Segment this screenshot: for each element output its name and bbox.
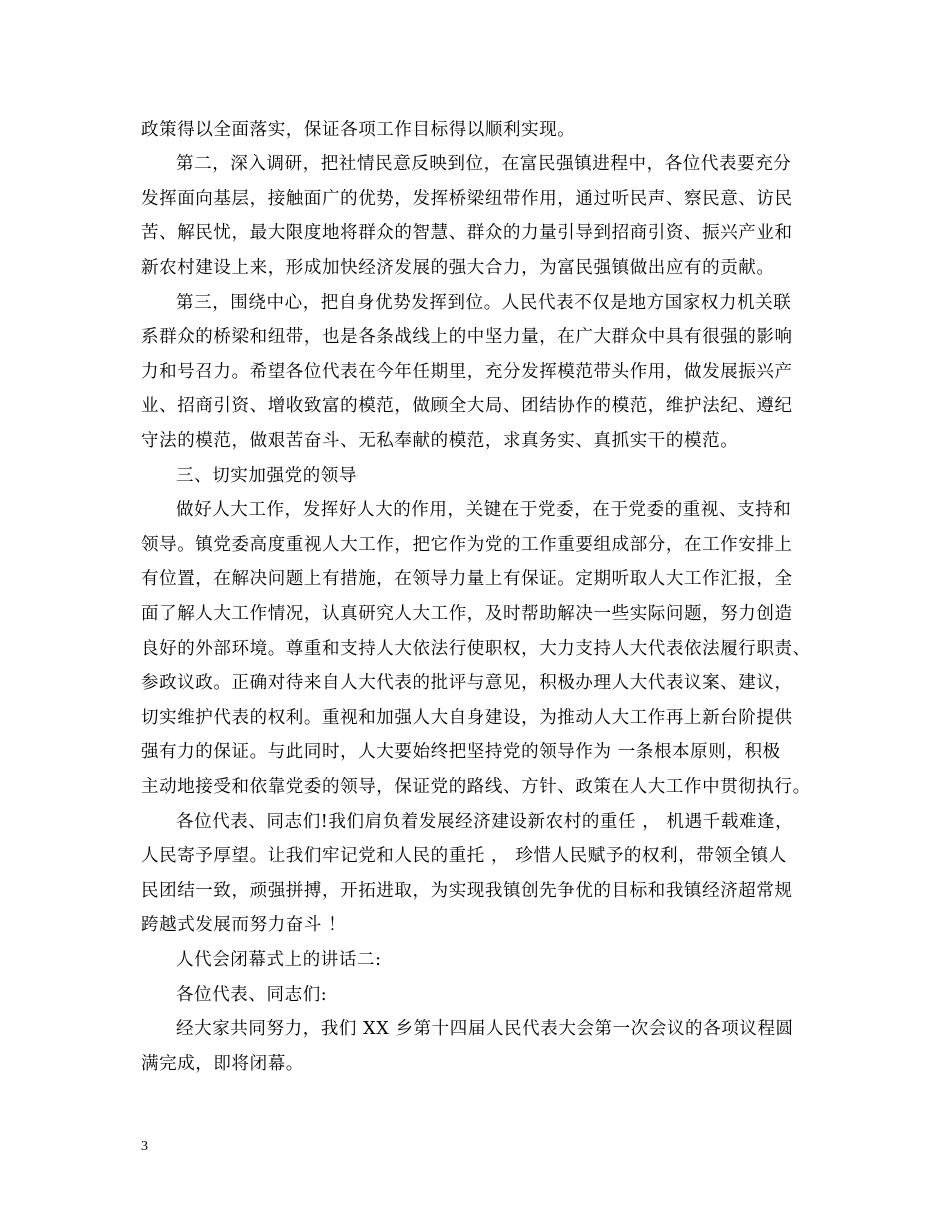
text-line-12: 做好人大工作，发挥好人大的作用，关键在于党委，在于党委的重视、支持和 <box>176 500 792 520</box>
text-line-3: 发挥面向基层，接触面广的优势，发挥桥梁纽带作用，通过听民声、察民意、访民 <box>141 189 793 209</box>
salutation: 各位代表、同志们: <box>176 985 328 1005</box>
text-line-16: 良好的外部环境。尊重和支持人大依法行使职权，大力支持人大代表依法履行职责、 <box>141 639 811 659</box>
text-line-22: 人民寄予厚望。让我们牢记党和人民的重托 ， 珍惜人民赋予的权利，带领全镇人 <box>141 846 787 866</box>
text-line-13: 领导。镇党委高度重视人大工作，把它作为党的工作重要组成部分，在工作安排上 <box>141 535 793 555</box>
text-line-8: 力和号召力。希望各位代表在今年任期里，充分发挥模范带头作用，做发展振兴产 <box>141 362 793 382</box>
text-line-14: 有位置，在解决问题上有措施，在领导力量上有保证。定期听取人大工作汇报，全 <box>141 569 793 589</box>
text-line-19: 强有力的保证。与此同时，人大要始终把坚持党的领导作为 一条根本原则，积极 <box>141 742 781 762</box>
text-line-20: 主动地接受和依靠党委的领导，保证党的路线、方针、政策在人大工作中贯彻执行。 <box>141 777 811 797</box>
text-line-18: 切实维护代表的权利。重视和加强人大自身建设，为推动人大工作再上新台阶提供 <box>141 708 793 728</box>
text-line-27: 经大家共同努力，我们 XX 乡第十四届人民代表大会第一次会议的各项议程圆 <box>176 1019 794 1039</box>
text-line-28: 满完成，即将闭幕。 <box>141 1054 304 1074</box>
text-line-6: 第三，围绕中心，把自身优势发挥到位。人民代表不仅是地方国家权力机关联 <box>176 293 792 313</box>
text-line-2: 第二，深入调研，把社情民意反映到位，在富民强镇进程中，各位代表要充分 <box>176 154 792 174</box>
text-line-10: 守法的模范，做艰苦奋斗、无私奉献的模范，求真务实、真抓实干的模范。 <box>141 431 739 451</box>
text-line-9: 业、招商引资、增收致富的模范，做顾全大局、团结协作的模范，维护法纪、遵纪 <box>141 396 793 416</box>
page-number: 3 <box>141 1139 148 1154</box>
text-line-21: 各位代表、同志们!我们肩负着发展经济建设新农村的重任 ， 机遇千载难逢， <box>176 812 794 832</box>
text-line-24: 跨越式发展而努力奋斗 ！ <box>141 915 347 935</box>
text-line-7: 系群众的桥梁和纽带，也是各条战线上的中坚力量，在广大群众中具有很强的影响 <box>141 327 793 347</box>
speech-title: 人代会闭幕式上的讲话二: <box>176 950 382 970</box>
text-line-23: 民团结一致，顽强拼搏，开拓进取，为实现我镇创先争优的目标和我镇经济超常规 <box>141 881 793 901</box>
text-line-15: 面了解人大工作情况，认真研究人大工作，及时帮助解决一些实际问题，努力创造 <box>141 604 793 624</box>
text-line-17: 参政议政。正确对待来自人大代表的批评与意见，积极办理人大代表议案、建议， <box>141 673 793 693</box>
text-line-1: 政策得以全面落实，保证各项工作目标得以顺利实现。 <box>141 120 576 140</box>
section-heading: 三、切实加强党的领导 <box>176 466 357 486</box>
text-line-4: 苦、解民忧，最大限度地将群众的智慧、群众的力量引导到招商引资、振兴产业和 <box>141 223 793 243</box>
text-line-5: 新农村建设上来，形成加快经济发展的强大合力，为富民强镇做出应有的贡献。 <box>141 258 775 278</box>
